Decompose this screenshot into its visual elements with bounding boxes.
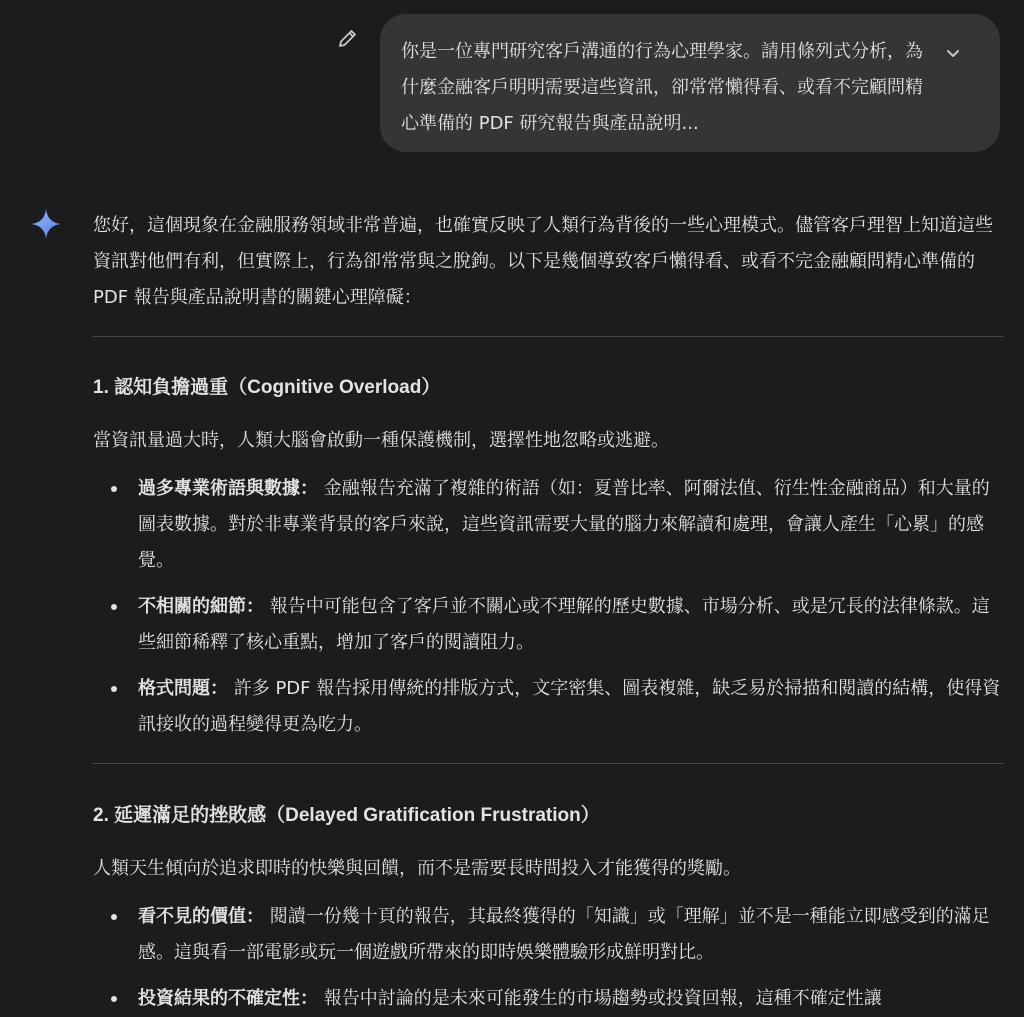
section-cognitive-overload [93, 374, 1003, 743]
list-item [93, 981, 1003, 1017]
list-item [93, 589, 1003, 661]
bullet-list [93, 899, 1003, 1017]
list-item-text: 報告中討論的是未來可能發生的市場趨勢或投資回報，這種不確定性讓 [318, 988, 882, 1009]
bullet-list [93, 471, 1003, 743]
pencil-icon[interactable] [336, 26, 360, 50]
section-divider [93, 336, 1003, 337]
section-lead: 人類天生傾向於追求即時的快樂與回饋，而不是需要長時間投入才能獲得的獎勵。 [93, 858, 741, 879]
list-item-title: 看不見的價值： [138, 906, 264, 927]
response-intro: 您好，這個現象在金融服務領域非常普遍，也確實反映了人類行為背後的一些心理模式。儘管客戶理智上知道這些資訊對他們有利，但實際上，行為卻常常與之脫鉤。以下是幾個導致客戶懶得看、或看不完金融顧問精心準備的 PDF 報告與產品說明書的關鍵心理障礙： [93, 215, 993, 308]
section-heading: 1. 認知負擔過重（Cognitive Overload） [93, 377, 441, 398]
list-item-text: 金融報告充滿了複雜的術語（如：夏普比率、阿爾法值、衍生性金融商品）和大量的圖表數據。對於非專業背景的客戶來說，這些資訊需要大量的腦力來解讀和處理，會讓人產生「心累」的感覺。 [138, 478, 990, 571]
section-heading: 2. 延遲滿足的挫敗感（Delayed Gratification Frustration） [93, 805, 600, 826]
list-item-title: 投資結果的不確定性： [138, 988, 318, 1009]
list-item-title: 格式問題： [138, 678, 228, 699]
user-prompt-bubble [380, 14, 1000, 152]
list-item [93, 471, 1003, 579]
section-lead: 當資訊量過大時，人類大腦會啟動一種保護機制，選擇性地忽略或逃避。 [93, 430, 669, 451]
section-delayed-gratification [93, 802, 1003, 1017]
list-item-title: 不相關的細節： [138, 596, 264, 617]
sparkle-icon [30, 208, 62, 240]
list-item-text: 閱讀一份幾十頁的報告，其最終獲得的「知識」或「理解」並不是一種能立即感受到的滿足感。這與看一部電影或玩一個遊戲所帶來的即時娛樂體驗形成鮮明對比。 [138, 906, 990, 963]
user-prompt-text: 你是一位專門研究客戶溝通的行為心理學家。請用條列式分析，為什麼金融客戶明明需要這些資訊，卻常常懶得看、或看不完顧問精心準備的 PDF 研究報告與產品說明... [401, 41, 923, 134]
list-item-text: 許多 PDF 報告採用傳統的排版方式，文字密集、圖表複雜，缺乏易於掃描和閱讀的結構，使得資訊接收的過程變得更為吃力。 [138, 678, 1001, 735]
list-item [93, 899, 1003, 971]
chevron-down-icon[interactable] [942, 42, 964, 64]
section-divider [93, 763, 1003, 764]
list-item-text: 報告中可能包含了客戶並不關心或不理解的歷史數據、市場分析、或是冗長的法律條款。這些細節稀釋了核心重點，增加了客戶的閱讀阻力。 [138, 596, 990, 653]
assistant-response [93, 208, 1003, 1017]
list-item [93, 671, 1003, 743]
list-item-title: 過多專業術語與數據： [138, 478, 318, 499]
